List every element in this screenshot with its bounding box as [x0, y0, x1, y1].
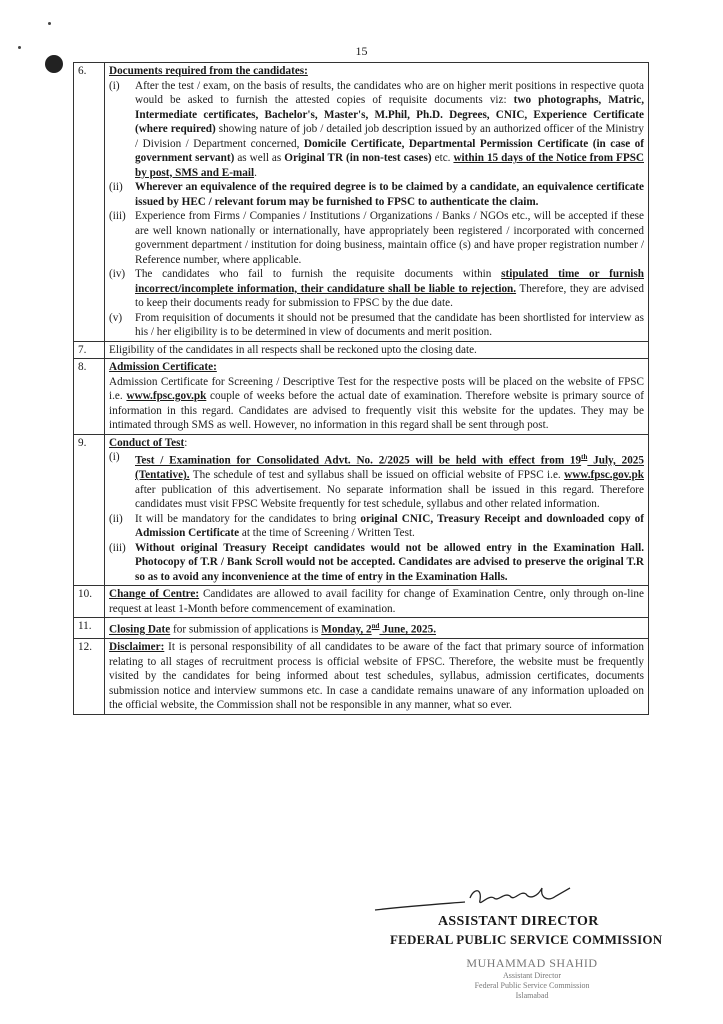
sub-list	[109, 450, 644, 584]
item-paragraph	[109, 619, 644, 637]
text-run: The schedule of test and syllabus shall be issued on official website of FPSC i.e.	[189, 469, 565, 482]
stamp-name: MUHAMMAD SHAHID	[466, 956, 598, 970]
text-run: It will be mandatory for the candidates to bring	[135, 512, 361, 525]
item-row	[74, 618, 649, 639]
item-row	[74, 639, 649, 715]
sub-item	[109, 209, 644, 267]
item-content	[105, 434, 649, 586]
sub-item	[109, 450, 644, 512]
text-run: www.fpsc.gov.pk	[126, 390, 207, 402]
text-run: The candidates who fail to furnish the requisite documents within	[135, 268, 502, 280]
text-run: after publication of this advertisement. No separate information shall be issued in this regard. Therefore candidates must visit FPSC Website frequently for test schedule, syllabus and other related information.	[135, 483, 644, 511]
text-run: as well as	[234, 152, 285, 164]
text-run: showing nature of job / detailed job description issued by an authorized officer of the Ministry / Division / Department concerned,	[135, 123, 644, 150]
text-run: Experience from Firms / Companies / Institutions / Organizations / Banks / NGOs etc., will be accepted if these are well known nationally or internationally, have appropriately been registered / incorporated with concerned government department / institution for doing business, maintain office (s) and have proper registration number / Reference number, where applicable.	[135, 210, 644, 266]
sub-item-marker: (iii)	[109, 541, 126, 554]
item-number: 12.	[74, 639, 105, 715]
sub-item-text	[135, 209, 644, 267]
sub-item	[109, 267, 644, 311]
text-run: Candidates are allowed to avail facility for change of Examination Centre, only through on-line request at least 1-Month before commencement of examination.	[109, 588, 644, 615]
text-run: July, 2025 (Tentative).	[135, 454, 644, 482]
sub-item-text	[135, 450, 644, 512]
text-run: .	[254, 166, 257, 179]
heading-suffix: :	[184, 436, 188, 449]
text-run: Therefore, they are advised to keep their documents ready for submission to FPSC by the due date.	[135, 282, 645, 309]
item-paragraph	[109, 640, 644, 713]
sub-item	[109, 512, 644, 541]
item-content	[105, 63, 649, 342]
sub-item-marker: (iii)	[109, 210, 126, 222]
text-run: Monday, 2	[321, 623, 372, 636]
item-number: 9.	[74, 434, 105, 586]
item-paragraph	[109, 375, 644, 433]
sub-item-marker: (ii)	[109, 512, 123, 525]
sub-item-marker: (i)	[109, 451, 120, 463]
sub-item-marker: (iv)	[109, 268, 126, 280]
text-run: From requisition of documents it should not be presumed that the candidate has been shortlisted for interview as his / her eligibility is to be determined in view of documents and merit position.	[135, 311, 644, 338]
item-row	[74, 359, 649, 435]
stamp-organization: Federal Public Service Commission	[474, 981, 590, 990]
text-run: It is personal responsibility of all candidates to be aware of the fact that primary source of information relating to all stages of recruitment process is official website of FPSC. Therefore, the website must be frequently visited by the candidates for being informed about test schedules, syllabus, admission certificates, documents submission notice and interview summons etc. In case a candidate remains unaware of any information uploaded on the official website, the Commission shall not be responsible in any manner, what so ever.	[109, 641, 644, 712]
item-paragraph	[109, 587, 644, 616]
sub-item	[109, 180, 644, 209]
item-number: 11.	[74, 618, 105, 639]
text-run: Wherever an equivalence of the required degree is to be claimed by a candidate, an equivalence certificate issued by HEC / relevant forum may be furnished to FPSC to authenticate the claim.	[135, 181, 644, 208]
text-run: couple of weeks before the actual date of examination. Therefore website is primary source of information in this regard. Candidates are advised to frequently visit this website for the updates. They may be intimated through SMS as well. However, no information in this regard shall be sent through post.	[109, 390, 644, 431]
text-run: After the test / exam, on the basis of results, the candidates who are on higher merit positions in respective quota would be asked to furnish the attested copies of requisite documents viz:	[135, 79, 644, 106]
sub-item	[109, 79, 644, 181]
item-content	[105, 341, 649, 359]
stamp-city: Islamabad	[515, 991, 549, 1000]
text-run: two photographs, Matric, Intermediate certificates, Bachelor's, Master's, M.Phil, Ph.D. Degrees, CNIC, Experience Certificate (where required)	[135, 94, 644, 135]
text-run: Test / Examination for Consolidated Advt. No. 2/2025 will be held with effect from 19	[135, 454, 582, 467]
item-content	[105, 359, 649, 435]
item-inline-heading: Closing Date	[109, 623, 171, 636]
sub-item-text	[135, 311, 644, 340]
sub-item-marker: (i)	[109, 79, 120, 92]
text-run: Original TR (in non-test cases)	[284, 152, 432, 164]
sub-list	[109, 79, 644, 340]
official-stamp	[432, 956, 632, 1001]
text-run: etc.	[431, 152, 454, 164]
sub-item-marker: (ii)	[109, 181, 123, 193]
sub-item-text	[135, 79, 644, 181]
text-run: at the time of Screening / Written Test.	[239, 527, 415, 540]
text-run: Domicile Certificate, Departmental Permission Certificate (in case of government servant)	[135, 137, 645, 164]
signatory-organization: FEDERAL PUBLIC SERVICE COMMISSION	[390, 932, 663, 947]
item-row	[74, 586, 649, 618]
signature-scribble	[370, 884, 600, 918]
scan-speck	[48, 22, 51, 25]
item-text: Eligibility of the candidates in all respects shall be reckoned upto the closing date.	[109, 343, 477, 356]
sub-item-text	[135, 512, 644, 541]
sub-item-text	[135, 180, 644, 209]
text-run: www.fpsc.gov.pk	[564, 469, 644, 482]
item-content	[105, 586, 649, 618]
item-number: 8.	[74, 359, 105, 435]
text-run: for submission of applications is	[170, 623, 322, 636]
item-row	[74, 341, 649, 359]
page-number: 15	[355, 44, 368, 58]
text-run: June, 2025.	[379, 623, 436, 636]
sub-item-marker: (v)	[109, 311, 123, 324]
item-number: 6.	[74, 63, 105, 342]
sub-item-text	[135, 267, 644, 311]
signatory-title: ASSISTANT DIRECTOR	[438, 914, 599, 929]
item-heading: Documents required from the candidates:	[109, 65, 308, 77]
sub-item-text	[135, 541, 644, 585]
item-inline-heading: Disclaimer:	[109, 641, 165, 654]
text-run: stipulated time or furnish incorrect/incomplete information, their candidature shall be liable to rejection.	[135, 268, 644, 295]
item-heading: Admission Certificate:	[109, 361, 217, 373]
item-row	[74, 63, 649, 342]
item-inline-heading: Change of Centre:	[109, 588, 200, 601]
item-content	[105, 618, 649, 639]
sub-item	[109, 541, 644, 585]
instructions-table	[73, 62, 649, 715]
text-run: original CNIC, Treasury Receipt and downloaded copy of Admission Certificate	[135, 512, 644, 540]
text-run: nd	[371, 622, 380, 631]
item-heading: Conduct of Test	[109, 436, 185, 449]
text-run: Admission Certificate for Screening / Descriptive Test for the respective posts will be placed on the website of FPSC i.e.	[109, 375, 644, 402]
text-run: th	[581, 453, 588, 461]
sub-item	[109, 311, 644, 340]
item-content	[105, 639, 649, 715]
text-run: within 15 days of the Notice from FPSC by post, SMS and E-mail	[135, 152, 644, 179]
item-number: 10.	[74, 586, 105, 618]
item-row	[74, 434, 649, 586]
stamp-designation: Assistant Director	[503, 971, 561, 980]
text-run: Without original Treasury Receipt candidates would not be allowed entry in the Examination Hall. Photocopy of T.R / Bank Scroll would not be accepted. Candidates are advised to preserve the original T.R so as to avoid any inconvenience at the time of entry in the Examination Halls.	[135, 541, 644, 583]
item-number: 7.	[74, 341, 105, 359]
